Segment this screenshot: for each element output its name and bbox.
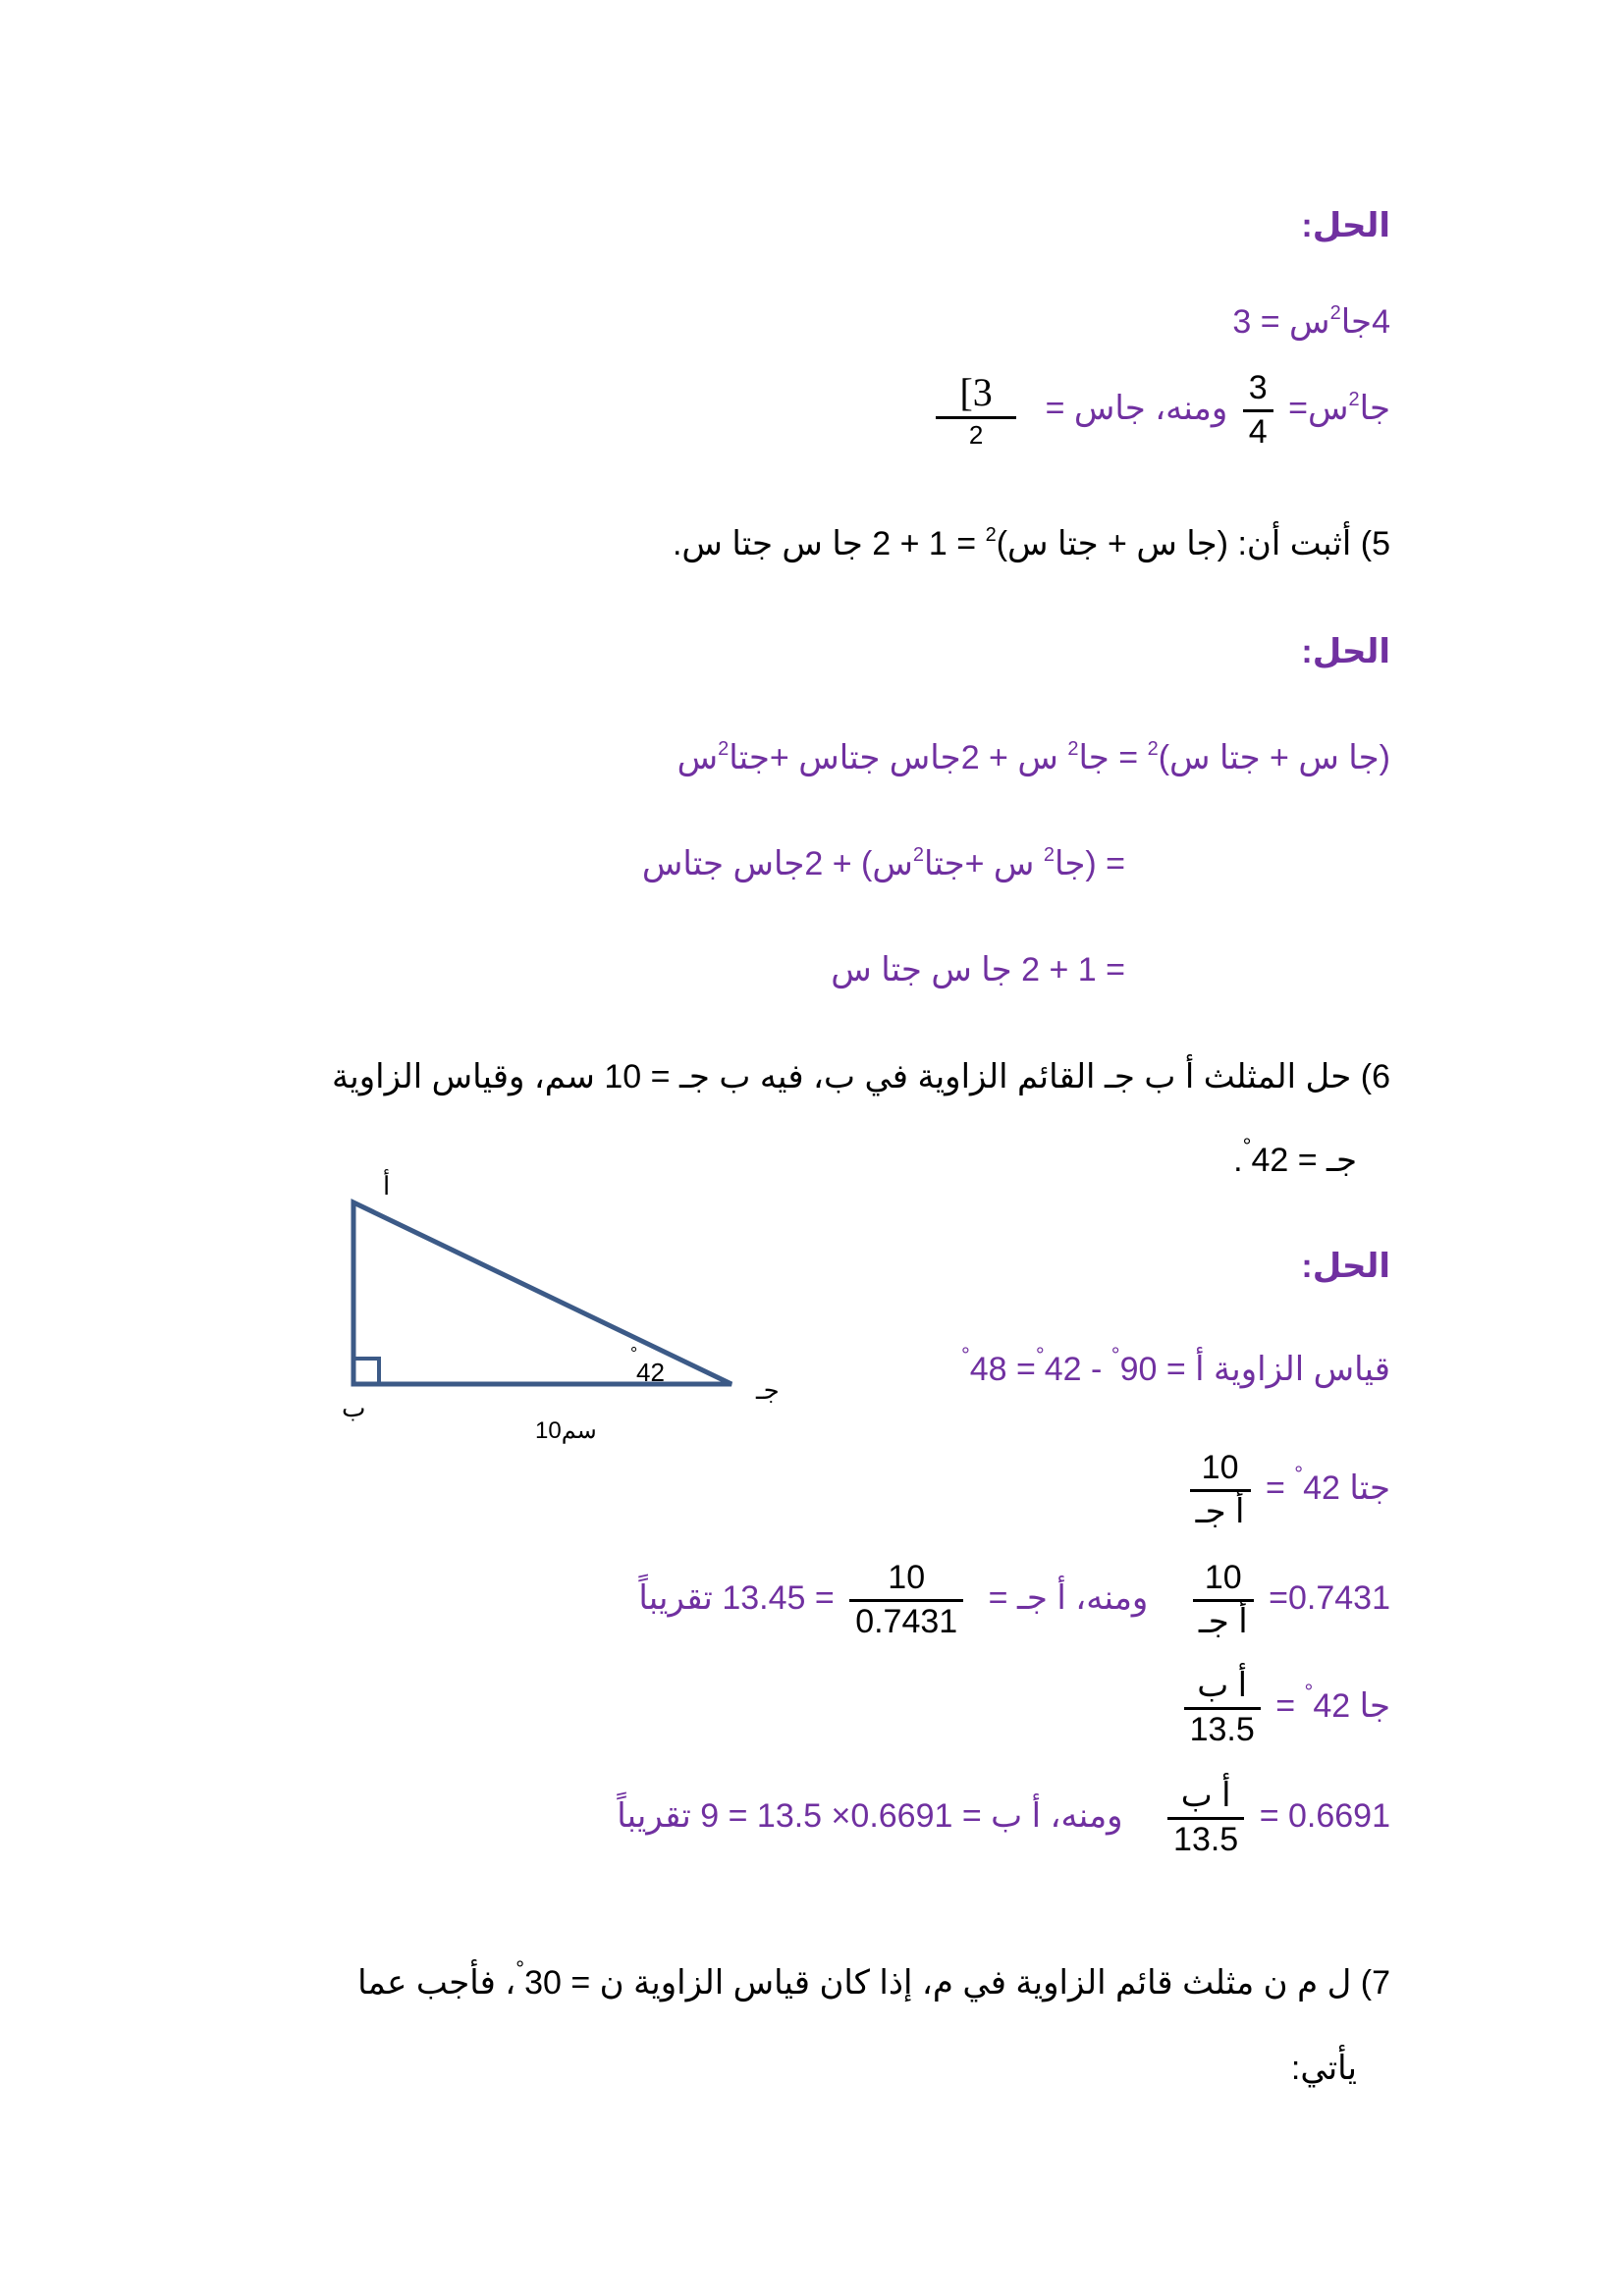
question-6: 6) حل المثلث أ ب جـ القائم الزاوية في ب، فيه ب جـ = 10 سم، وقياس الزاوية [332, 1058, 1390, 1095]
right-angle-marker [353, 1359, 379, 1384]
triangle-shape [353, 1202, 731, 1384]
question-7-cont: يأتي: [1290, 2050, 1357, 2087]
solution-heading: الحل: [1301, 1248, 1390, 1285]
vertex-label-b: ب [342, 1393, 366, 1422]
equation-line: 0.7431= $\frac{10}{\text{أ جـ}}$ ومنه، أ جـ = $\frac{10}{0.7431}$ = 13.45 تقريباً [638, 1559, 1390, 1640]
question-7: 7) ل م ن مثلث قائم الزاوية في م، إذا كان قياس الزاوية ن = 30°، فأجب عما [357, 1956, 1390, 2002]
equation-line: 0.6691 = $\frac{\text{أ ب}}{13.5}$ ومنه، أ ب = 0.6691× 13.5 = 9 تقريباً [617, 1777, 1390, 1858]
equation-line: 4جا$^2$س = 3 [1232, 302, 1390, 341]
equation-line: جا$^2$س= $\frac{3}{4}$ ومنه، جاس = $\frac{3]}{2}$ [930, 371, 1390, 450]
fraction: $\frac{10}{\text{أ جـ}}$ [1190, 1451, 1251, 1529]
equation-line: جا 42° = $\frac{\text{أ ب}}{13.5}$ [1178, 1669, 1390, 1747]
right-triangle-diagram [324, 1163, 795, 1458]
solution-heading: الحل: [1301, 633, 1390, 670]
vertex-label-c: جـ [756, 1375, 780, 1405]
solution-heading: الحل: [1301, 207, 1390, 244]
fraction: $\frac{\text{أ ب}}{13.5}$ [1184, 1669, 1261, 1747]
fraction: $\frac{10}{0.7431}$ [849, 1561, 963, 1639]
vertex-label-a: أ [383, 1171, 391, 1201]
side-label: 10سم [535, 1417, 597, 1444]
fraction: $\frac{10}{\text{أ جـ}}$ [1193, 1561, 1254, 1639]
fraction: $\frac{3]}{2}$ [936, 372, 1016, 449]
equation-line: جتا 42° = $\frac{10}{\text{أ جـ}}$ [1184, 1451, 1390, 1529]
equation-line: = 1 + 2 جا س جتا س [831, 951, 1125, 988]
angle-label: 42 [636, 1358, 665, 1387]
question-6-cont: جـ = 42°. [1233, 1134, 1357, 1179]
equation-line: = (جا$^2$ س +جتا$^2$س) + 2جاس جتاس [641, 844, 1125, 882]
angle-degree: ° [630, 1344, 638, 1363]
equation-line: قياس الزاوية أ = 90° - 42°= 48° [960, 1343, 1390, 1388]
fraction: $\frac{\text{أ ب}}{13.5}$ [1167, 1779, 1244, 1857]
equation-line: (جا س + جتا س)$^2$ = جا$^2$ س + 2جاس جتاس +جتا$^2$س [677, 738, 1390, 776]
fraction: $\frac{3}{4}$ [1243, 371, 1273, 450]
question-5: 5) أثبت أن: (جا س + جتا س)$^2$ = 1 + 2 جا س جتا س. [672, 524, 1390, 562]
